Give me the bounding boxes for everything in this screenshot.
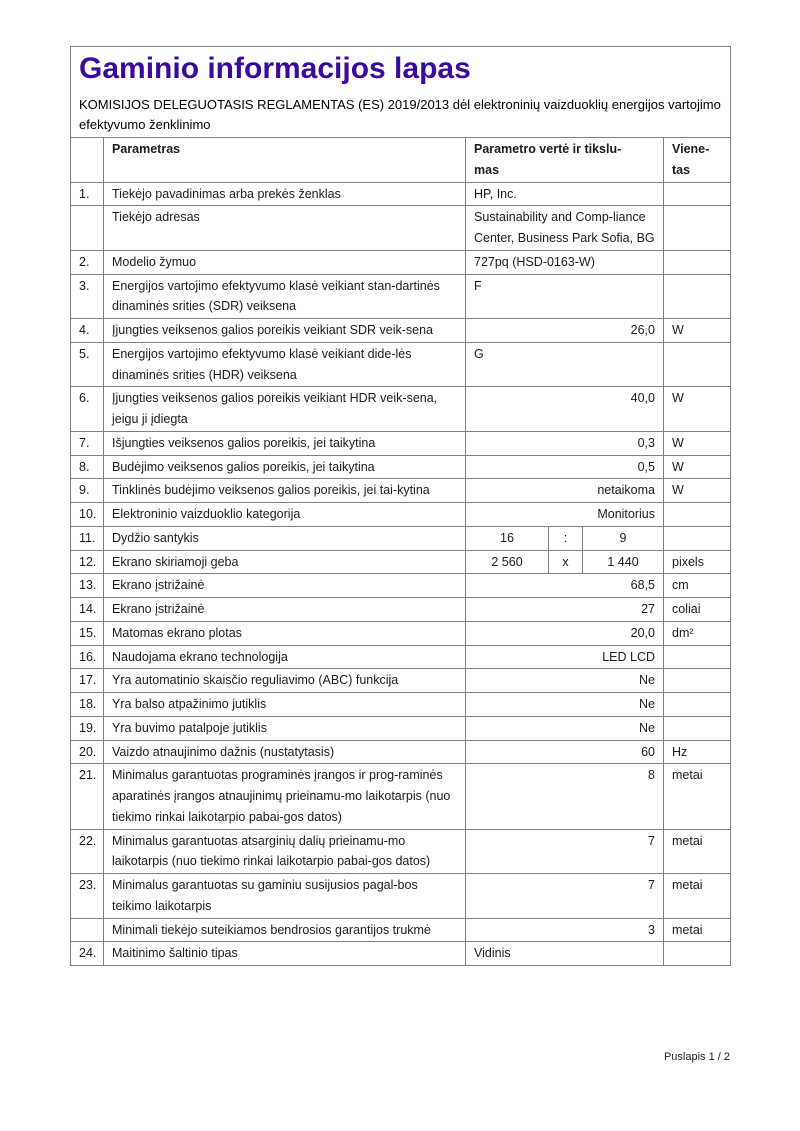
row-number-cell: 4.: [71, 319, 104, 343]
table-row: [71, 342, 731, 387]
table-row: [71, 250, 731, 274]
unit-cell: W: [664, 431, 731, 455]
header-row: [71, 138, 731, 183]
table-row: [71, 598, 731, 622]
table-row: [71, 550, 731, 574]
value-cell-b: 9: [583, 526, 664, 550]
value-cell: 3: [466, 918, 664, 942]
table-row: [71, 319, 731, 343]
unit-cell: cm: [664, 574, 731, 598]
parameter-cell: Išjungties veiksenos galios poreikis, jei taikytina: [104, 431, 466, 455]
parameter-cell: Įjungties veiksenos galios poreikis veikiant HDR veik-sena, jeigu ji įdiegta: [104, 387, 466, 432]
table-row: [71, 740, 731, 764]
parameter-cell: Yra buvimo patalpoje jutiklis: [104, 716, 466, 740]
unit-cell: [664, 693, 731, 717]
value-cell: Ne: [466, 669, 664, 693]
row-number-cell: 3.: [71, 274, 104, 319]
unit-cell: [664, 669, 731, 693]
parameter-cell: Įjungties veiksenos galios poreikis veikiant SDR veik-sena: [104, 319, 466, 343]
parameter-cell: Ekrano skiriamoji geba: [104, 550, 466, 574]
header-parameter-cell: Parametras: [104, 138, 466, 183]
value-cell: 0,5: [466, 455, 664, 479]
value-separator-cell: :: [549, 526, 583, 550]
table-row: [71, 645, 731, 669]
value-cell-a: 16: [466, 526, 549, 550]
table-row: [71, 479, 731, 503]
parameter-cell: Minimalus garantuotas atsarginių dalių prieinamu-mo laikotarpis (nuo tiekimo rinkai laikotarpio pabai-gos datos): [104, 829, 466, 874]
parameter-cell: Matomas ekrano plotas: [104, 621, 466, 645]
row-number-cell: 12.: [71, 550, 104, 574]
header-value-line2: mas: [474, 162, 500, 177]
parameter-cell: Modelio žymuo: [104, 250, 466, 274]
unit-cell: W: [664, 455, 731, 479]
parameter-cell: Ekrano įstrižainė: [104, 574, 466, 598]
row-number-cell: 19.: [71, 716, 104, 740]
value-cell: Sustainability and Comp-liance Center, Business Park Sofia, BG: [466, 206, 664, 251]
unit-cell: [664, 503, 731, 527]
parameter-cell: Minimali tiekėjo suteikiamos bendrosios garantijos trukmė: [104, 918, 466, 942]
value-cell: 7: [466, 829, 664, 874]
value-cell: Monitorius: [466, 503, 664, 527]
row-number-cell: 17.: [71, 669, 104, 693]
unit-cell: metai: [664, 874, 731, 919]
unit-cell: [664, 206, 731, 251]
page-title: Gaminio informacijos lapas: [79, 52, 471, 85]
parameter-cell: Energijos vartojimo efektyvumo klasė veikiant dide-lės dinaminės srities (HDR) veiksena: [104, 342, 466, 387]
unit-cell: Hz: [664, 740, 731, 764]
row-number-cell: 18.: [71, 693, 104, 717]
header-number-cell: [71, 138, 104, 183]
row-number-cell: 16.: [71, 645, 104, 669]
unit-cell: [664, 342, 731, 387]
value-cell: netaikoma: [466, 479, 664, 503]
title-row: [71, 47, 731, 138]
document-page: [70, 46, 730, 966]
row-number-cell: 10.: [71, 503, 104, 527]
table-row: [71, 716, 731, 740]
row-number-cell: [71, 918, 104, 942]
parameter-cell: Maitinimo šaltinio tipas: [104, 942, 466, 966]
value-cell-b: 1 440: [583, 550, 664, 574]
table-row: [71, 503, 731, 527]
table-row: [71, 764, 731, 829]
value-cell: 0,3: [466, 431, 664, 455]
row-number-cell: 23.: [71, 874, 104, 919]
row-number-cell: 9.: [71, 479, 104, 503]
value-cell: LED LCD: [466, 645, 664, 669]
parameter-cell: Energijos vartojimo efektyvumo klasė veikiant stan-dartinės dinaminės srities (SDR) veiksena: [104, 274, 466, 319]
value-cell: Ne: [466, 716, 664, 740]
unit-cell: dm²: [664, 621, 731, 645]
row-number-cell: [71, 206, 104, 251]
row-number-cell: 20.: [71, 740, 104, 764]
row-number-cell: 15.: [71, 621, 104, 645]
row-number-cell: 8.: [71, 455, 104, 479]
row-number-cell: 13.: [71, 574, 104, 598]
unit-cell: coliai: [664, 598, 731, 622]
unit-cell: [664, 274, 731, 319]
table-row: [71, 431, 731, 455]
table-row: [71, 918, 731, 942]
row-number-cell: 5.: [71, 342, 104, 387]
table-row: [71, 387, 731, 432]
value-cell: 8: [466, 764, 664, 829]
row-number-cell: 14.: [71, 598, 104, 622]
value-cell: F: [466, 274, 664, 319]
parameter-cell: Ekrano įstrižainė: [104, 598, 466, 622]
parameter-cell: Tiekėjo adresas: [104, 206, 466, 251]
table-row: [71, 874, 731, 919]
value-cell-a: 2 560: [466, 550, 549, 574]
value-cell: 20,0: [466, 621, 664, 645]
table-row: [71, 274, 731, 319]
parameter-cell: Tiekėjo pavadinimas arba prekės ženklas: [104, 182, 466, 206]
value-cell: G: [466, 342, 664, 387]
table-row: [71, 574, 731, 598]
row-number-cell: 6.: [71, 387, 104, 432]
value-cell: Ne: [466, 693, 664, 717]
unit-cell: [664, 942, 731, 966]
parameter-cell: Vaizdo atnaujinimo dažnis (nustatytasis): [104, 740, 466, 764]
parameter-cell: Minimalus garantuotas su gaminiu susijusios pagal-bos teikimo laikotarpis: [104, 874, 466, 919]
table-row: [71, 669, 731, 693]
product-info-table: [70, 46, 731, 966]
value-separator-cell: x: [549, 550, 583, 574]
table-row: [71, 206, 731, 251]
parameter-cell: Yra balso atpažinimo jutiklis: [104, 693, 466, 717]
unit-cell: metai: [664, 764, 731, 829]
parameter-cell: Dydžio santykis: [104, 526, 466, 550]
value-cell: 26,0: [466, 319, 664, 343]
row-number-cell: 1.: [71, 182, 104, 206]
parameter-cell: Yra automatinio skaisčio reguliavimo (ABC) funkcija: [104, 669, 466, 693]
unit-cell: W: [664, 479, 731, 503]
row-number-cell: 24.: [71, 942, 104, 966]
parameter-cell: Tinklinės budėjimo veiksenos galios poreikis, jei tai-kytina: [104, 479, 466, 503]
unit-cell: [664, 716, 731, 740]
row-number-cell: 21.: [71, 764, 104, 829]
table-row: [71, 455, 731, 479]
value-cell: Vidinis: [466, 942, 664, 966]
parameter-cell: Minimalus garantuotas programinės įrangos ir prog-raminės aparatinės įrangos atnaujinimų prieinamu-mo laikotarpis (nuo tiekimo rinkai laikotarpio pabai-gos datos): [104, 764, 466, 829]
header-unit-line1: Viene-: [672, 142, 710, 157]
header-unit-line2: tas: [672, 162, 691, 177]
unit-cell: W: [664, 319, 731, 343]
unit-cell: pixels: [664, 550, 731, 574]
header-unit-cell: [664, 138, 731, 183]
header-value-line1: Parametro vertė ir tikslu-: [474, 142, 622, 157]
value-cell: 60: [466, 740, 664, 764]
row-number-cell: 7.: [71, 431, 104, 455]
value-cell: 27: [466, 598, 664, 622]
table-row: [71, 829, 731, 874]
table-row: [71, 942, 731, 966]
unit-cell: W: [664, 387, 731, 432]
row-number-cell: 22.: [71, 829, 104, 874]
unit-cell: [664, 526, 731, 550]
value-cell: 40,0: [466, 387, 664, 432]
parameter-cell: Elektroninio vaizduoklio kategorija: [104, 503, 466, 527]
unit-cell: [664, 645, 731, 669]
table-row: [71, 693, 731, 717]
parameter-cell: Budėjimo veiksenos galios poreikis, jei taikytina: [104, 455, 466, 479]
table-row: [71, 621, 731, 645]
unit-cell: [664, 250, 731, 274]
unit-cell: [664, 182, 731, 206]
title-block: [71, 47, 731, 138]
value-cell: 727pq (HSD-0163-W): [466, 250, 664, 274]
value-cell: 68,5: [466, 574, 664, 598]
table-row: [71, 526, 731, 550]
value-cell: HP, Inc.: [466, 182, 664, 206]
row-number-cell: 11.: [71, 526, 104, 550]
header-value-cell: [466, 138, 664, 183]
table-row: [71, 182, 731, 206]
unit-cell: metai: [664, 829, 731, 874]
value-cell: 7: [466, 874, 664, 919]
regulation-text: KOMISIJOS DELEGUOTASIS REGLAMENTAS (ES) 2019/2013 dėl elektroninių vaizduoklių energijos vartojimo efektyvumo ženklinimo: [79, 96, 721, 133]
row-number-cell: 2.: [71, 250, 104, 274]
parameter-cell: Naudojama ekrano technologija: [104, 645, 466, 669]
page-number: Puslapis 1 / 2: [663, 1051, 730, 1063]
unit-cell: metai: [664, 918, 731, 942]
